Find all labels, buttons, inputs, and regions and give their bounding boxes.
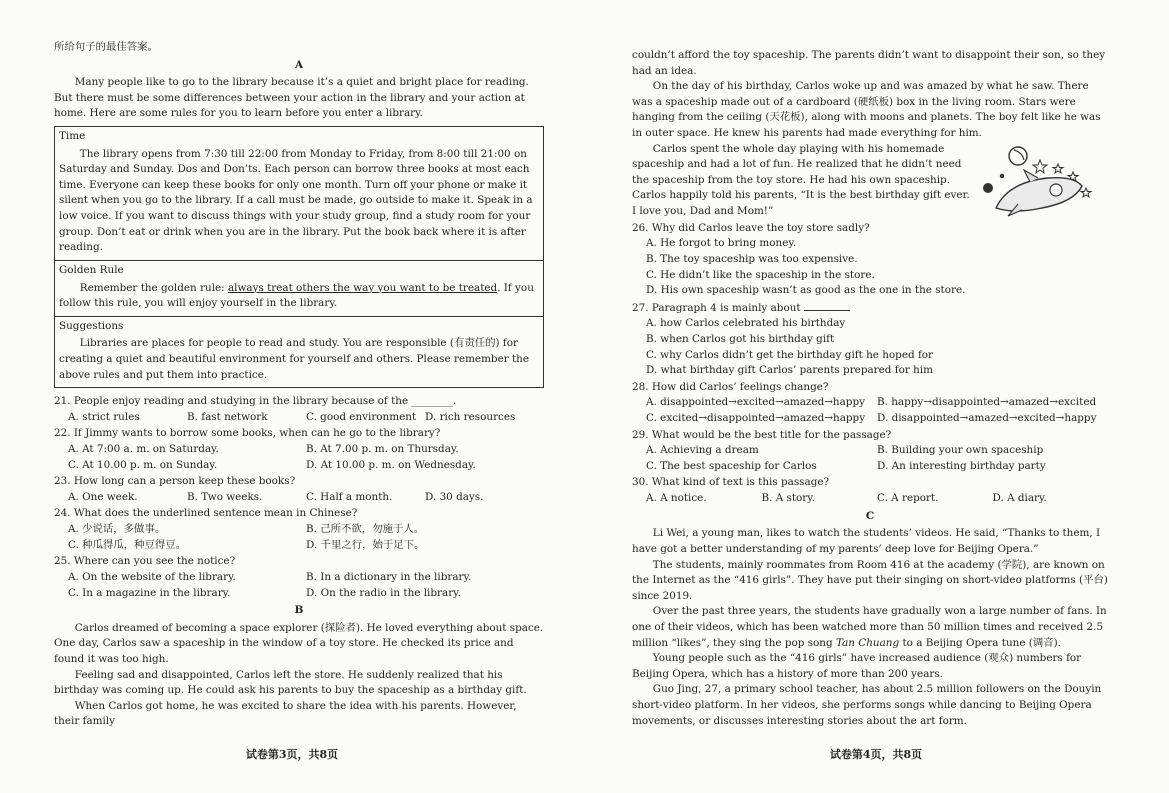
q25-option-b: B. In a dictionary in the library.	[306, 570, 472, 583]
suggestions-text: Libraries are places for people to read and study. You are responsible (有责任的) for creating a quiet and beautiful environment for yourself and others. Please remember the above rules and put them into practice.	[59, 337, 530, 381]
passage-b-paragraph-2: Feeling sad and disappointed, Carlos left the store. He suddenly realized that his birthday was coming up. He could ask his parents to buy the spaceship as a birthday gift.	[54, 668, 527, 697]
page-footer-4: 试卷第4页，共8页	[829, 747, 923, 761]
q22-options	[54, 442, 544, 473]
question-23: 23. How long can a person keep these books?	[54, 475, 296, 488]
right-page	[584, 0, 1168, 793]
q23-option-b: B. Two weeks.	[187, 490, 263, 503]
q30-option-d: D. A diary.	[992, 492, 1047, 505]
passage-c-paragraph-3	[632, 604, 1108, 651]
passage-c-paragraph-4: Young people such as the “416 girls” have increased audience (观众) numbers for Beijing Opera, which has a history of more than 200 years.	[632, 652, 1082, 680]
q29-options	[632, 443, 1108, 474]
suggestions-section	[55, 317, 543, 387]
q28-option-d: D. disappointed→amazed→excited→happy	[877, 412, 1097, 425]
passage-a-intro: Many people like to go to the library because it’s a quiet and bright place for reading. But there must be some differences between your action in the library and your action at home. Here are some rules for you to learn before you enter a library.	[54, 76, 529, 120]
q29-option-a: A. Achieving a dream	[646, 444, 759, 457]
q27-options	[632, 316, 1108, 378]
golden-rule-heading: Golden Rule	[59, 263, 124, 276]
passage-c-paragraph-2: The students, mainly roommates from Room 416 at the academy (学院), are known on the Internet as the “416 girls”. They have put their singing on short-video platforms (平台) since 2019.	[632, 558, 1108, 602]
q26-option-d: D. His own spaceship wasn’t as good as the one in the store.	[646, 284, 966, 297]
passage-c-paragraph-1: Li Wei, a young man, likes to watch the students’ videos. He said, “Thanks to them, I have got a better understanding of my parents’ deep love for Beijing Opera.”	[632, 527, 1101, 555]
q26-option-b: B. The toy spaceship was too expensive.	[646, 252, 858, 265]
q26-options	[632, 236, 1108, 298]
q27-option-d: D. what birthday gift Carlos’ parents prepared for him	[646, 364, 933, 377]
golden-rule-post: . If you follow this rule, you will enjoy yourself in the library.	[59, 281, 534, 310]
q28-option-a: A. disappointed→excited→amazed→happy	[646, 396, 865, 409]
q27-option-c: C. why Carlos didn’t get the birthday gift he hoped for	[646, 348, 934, 361]
underlined-sentence: always treat others the way you want to be treated	[227, 281, 498, 294]
question-26: 26. Why did Carlos leave the toy store sadly?	[632, 221, 870, 234]
q22-option-b: B. At 7.00 p. m. on Thursday.	[306, 443, 459, 456]
question-28: 28. How did Carlos’ feelings change?	[632, 380, 829, 393]
q25-options	[54, 570, 544, 601]
q29-option-b: B. Building your own spaceship	[877, 444, 1044, 457]
spaceship-illustration-icon	[978, 142, 1108, 222]
q23-option-c: C. Half a month.	[306, 490, 393, 503]
time-heading: Time	[59, 130, 86, 143]
q23-option-a: A. One week.	[68, 490, 138, 503]
q25-option-a: A. On the website of the library.	[68, 570, 236, 583]
q30-options	[632, 491, 1108, 507]
q30-option-a: A. A notice.	[646, 492, 707, 505]
page-footer-3: 试卷第3页，共8页	[245, 747, 339, 761]
library-rules-box	[54, 126, 544, 388]
c-p3-pre: Over the past three years, the students have gradually won a large number of fans. In one of their videos, which has been watched more than 50 million times and received 2.5 million “likes”, they sing the pop song	[632, 605, 1107, 649]
golden-rule-section	[55, 261, 543, 317]
section-c-heading: C	[865, 509, 875, 522]
question-30: 30. What kind of text is this passage?	[632, 476, 830, 489]
q22-option-c: C. At 10.00 p. m. on Sunday.	[68, 458, 218, 471]
passage-b-paragraph-4: On the day of his birthday, Carlos woke up and was amazed by what he saw. There was a spaceship made out of a cardboard (硬纸板) box in the living room. Stars were hanging from the ceiling (天花板), along with moons and planets. The boy felt like he was in outer space. He knew his parents had made everything for him.	[632, 80, 1101, 140]
q28-options	[632, 395, 1108, 426]
question-27-text: 27. Paragraph 4 is mainly about	[632, 301, 801, 314]
q24-option-a: A. 少说话，多做事。	[68, 523, 166, 536]
golden-rule-pre: Remember the golden rule:	[79, 281, 228, 294]
c-p3-post: to a Beijing Opera tune (调音).	[899, 636, 1061, 649]
q28-option-b: B. happy→disappointed→amazed→excited	[877, 396, 1097, 409]
passage-b-paragraph-3: When Carlos got home, he was excited to share the idea with his parents. However, their family	[54, 699, 517, 728]
q29-option-c: C. The best spaceship for Carlos	[646, 459, 817, 472]
q27-option-b: B. when Carlos got his birthday gift	[646, 332, 835, 345]
q21-option-d: D. rich resources	[425, 410, 516, 423]
song-title: Tan Chuang	[835, 636, 900, 649]
section-b-heading: B	[294, 604, 304, 617]
q30-option-c: C. A report.	[877, 492, 939, 505]
q26-option-c: C. He didn’t like the spaceship in the store.	[646, 268, 875, 281]
question-29: 29. What would be the best title for the passage?	[632, 428, 892, 441]
q24-option-d: D. 千里之行，始于足下。	[306, 538, 425, 551]
q24-option-c: C. 种瓜得瓜，种豆得豆。	[68, 538, 187, 551]
q22-option-d: D. At 10.00 p. m. on Wednesday.	[306, 458, 476, 471]
time-text: The library opens from 7:30 till 22:00 from Monday to Friday, from 8:00 till 21:00 on Saturday and Sunday. Dos and Don’ts. Each person can borrow three books at most each time. Everyone can keep these books for only one month. Turn off your phone or make it silent when you go to the library. If a call must be made, go outside to make it. Speak in a low voice. If you want to discuss things with your study group, find a study room for your group. Don’t eat or drink when you are in the library. Put the book back where it is after reading.	[59, 147, 533, 254]
q30-option-b: B. A story.	[761, 492, 816, 505]
section-a-heading: A	[294, 58, 304, 71]
q26-option-a: A. He forgot to bring money.	[646, 237, 797, 250]
q21-option-c: C. good environment	[306, 410, 417, 423]
passage-c-paragraph-5: Guo Jing, 27, a primary school teacher, has about 2.5 million followers on the Douyin short-video platform. In her videos, she performs songs while dancing to Beijing Opera movements, or discusses interesting stories about the art form.	[632, 683, 1102, 727]
q23-options	[54, 490, 544, 506]
q28-option-c: C. excited→disappointed→amazed→happy	[646, 412, 866, 425]
golden-rule-text	[59, 281, 539, 312]
question-21: 21. People enjoy reading and studying in the library because of the ________.	[54, 395, 457, 408]
passage-b-paragraph-3-cont: couldn’t afford the toy spaceship. The parents didn’t want to disappoint their son, so they had an idea.	[632, 49, 1106, 77]
q24-option-b: B. 己所不欲，勿施于人。	[306, 523, 425, 536]
instruction-text: 所给句子的最佳答案。	[54, 41, 158, 53]
question-22: 22. If Jimmy wants to borrow some books, when can he go to the library?	[54, 427, 441, 440]
passage-b-paragraph-1: Carlos dreamed of becoming a space explorer (探险者). He loved everything about space. One day, Carlos saw a spaceship in the window of a toy store. He checked its price and found it was too high.	[54, 621, 544, 665]
question-27	[632, 300, 1108, 317]
suggestions-heading: Suggestions	[59, 319, 124, 332]
q21-options	[54, 410, 544, 426]
q25-option-d: D. On the radio in the library.	[306, 586, 461, 599]
q21-option-a: A. strict rules	[68, 410, 140, 423]
q22-option-a: A. At 7:00 a. m. on Saturday.	[68, 443, 219, 456]
passage-b-paragraph-5: Carlos spent the whole day playing with his homemade spaceship and had a lot of fun. He realized that he didn’t need the spaceship from the toy store. He had his own spaceship. Carlos happily told his parents, “It is the best birthday gift ever. I love you, Dad and Mom!”	[632, 142, 970, 218]
q23-option-d: D. 30 days.	[425, 490, 484, 503]
question-24: 24. What does the underlined sentence mean in Chinese?	[54, 507, 358, 520]
q24-options	[54, 522, 544, 553]
question-25: 25. Where can you see the notice?	[54, 555, 236, 568]
q25-option-c: C. In a magazine in the library.	[68, 586, 231, 599]
time-section	[55, 127, 543, 261]
q29-option-d: D. An interesting birthday party	[877, 459, 1046, 472]
answer-blank	[804, 300, 850, 311]
q21-option-b: B. fast network	[187, 410, 268, 423]
left-page	[0, 0, 584, 793]
q27-option-a: A. how Carlos celebrated his birthday	[646, 317, 846, 330]
